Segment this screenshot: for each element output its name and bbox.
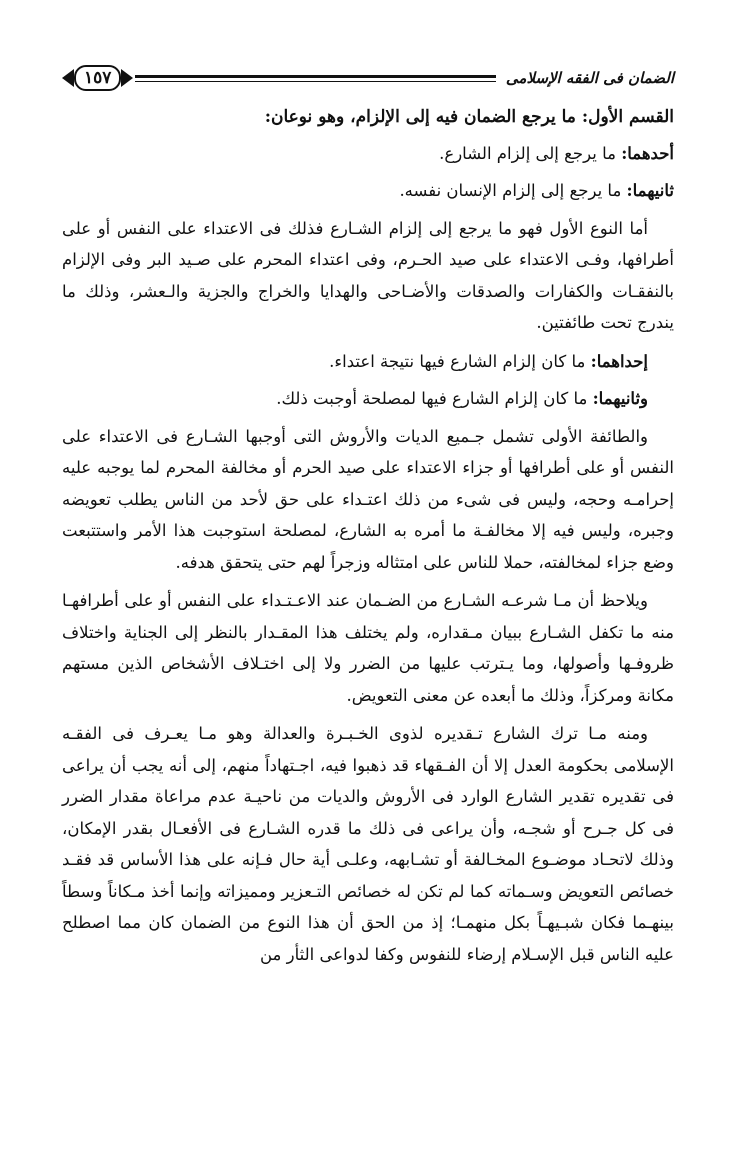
body-paragraph bbox=[62, 421, 674, 579]
list-item-lead: ثانيهما: bbox=[626, 181, 674, 200]
paragraph-text: أما النوع الأول فهو ما يرجع إلى إلزام الشـارع فذلك فى الاعتداء على النفس أو على أطرافها، وفـى الاعتداء على صيد الحـرم، وفى اعتداء المحرم على صـيد البر وفى الإلزام بالنفقـات والكفارات والصدقات والأضـاحى والهدايا والخراج والجزية والـعشر، وذلك ما يندرج تحت طائفتين. bbox=[62, 218, 674, 332]
list-item bbox=[62, 346, 674, 378]
section-heading-text: القسم الأول: ما يرجع الضمان فيه إلى الإلزام، وهو نوعان: bbox=[264, 107, 674, 127]
page-number-ornament bbox=[62, 65, 133, 91]
list-item-lead: إحداهما: bbox=[590, 351, 648, 371]
list-item-text: ما يرجع إلى إلزام الإنسان نفسه. bbox=[399, 181, 627, 200]
section-heading bbox=[62, 102, 674, 134]
document-page bbox=[0, 58, 732, 1149]
body-paragraph bbox=[62, 213, 674, 339]
list-item-text: ما كان إلزام الشارع فيها نتيجة اعتداء. bbox=[329, 351, 591, 371]
header-rule bbox=[135, 75, 496, 82]
list-item bbox=[62, 175, 674, 207]
header-rule-thick bbox=[135, 75, 496, 78]
list-item bbox=[62, 383, 674, 415]
list-item-lead: أحدهما: bbox=[621, 143, 674, 163]
list-item bbox=[62, 138, 674, 170]
page-body bbox=[62, 102, 674, 970]
paragraph-text: ويلاحظ أن مـا شرعـه الشـارع من الضـمان عند الاعـتـداء على النفس أو على أطرافهـا منه ما تكفل الشـارع ببيان مـقداره، ولم يختلف هذا المقـدار بالنظر إلى الجناية واختلاف ظروفـها وأصولها، وما يـترتب عليها من الضرر ولا إلى اختـلاف الأشخاص الذين مستهم مكانة ومركزاً، وذلك ما أبعده عن معنى التعويض. bbox=[62, 591, 674, 705]
body-paragraph bbox=[62, 718, 674, 970]
page-header bbox=[62, 58, 674, 98]
header-rule-thin bbox=[135, 81, 496, 82]
list-item-lead: وثانيهما: bbox=[592, 389, 648, 408]
page-number: ١٥٧ bbox=[74, 65, 121, 91]
list-item-text: ما يرجع إلى إلزام الشارع. bbox=[439, 143, 622, 163]
body-paragraph bbox=[62, 585, 674, 711]
ornament-right-arrow-icon bbox=[121, 69, 133, 87]
list-item-text: ما كان إلزام الشارع فيها لمصلحة أوجبت ذلك. bbox=[276, 389, 593, 408]
paragraph-text: والطائفة الأولى تشمل جـميع الديات والأروش التى أوجبها الشـارع فى الاعتداء على النفس أو على أطرافها أو جزاء الاعتداء على صيد الحرم أو مخالفة المحرم لما يوجبه عليه إحرامـه وحجه، وليس فى شىء من ذلك اعتـداء على حق لأحد من الناس يطلب تعويضه وجبره، وليس فيه إلا مخالفـة ما أمره به الشارع، لمصلحة استوجبت هذا الأمر واستتبعت وضع جزاء لمخالفته، حملا للناس على امتثاله وزجراً لهم حتى يتحقق هدفه. bbox=[62, 426, 674, 572]
ornament-left-arrow-icon bbox=[62, 69, 74, 87]
paragraph-text: ومنه مـا ترك الشارع تـقديره لذوى الخـبـرة والعدالة وهو مـا يعـرف فى الفقـه الإسلامى بحكومة العدل إلا أن الفـقهاء قد ذهبوا فيه، اجـتهاداً منهم، إلى أنه يجب أن يراعى فى تقديره تقدير الشارع الوارد فى الأروش والديات من ناحيـة عدم مراعاة مقدار الضرر فى كل جـرح أو شجـه، وأن يراعى فى ذلك ما قدره الشـارع فى الأفعـال بقدر الإمكان، وذلك لاتحـاد موضـوع المخـالفة أو تشـابهه، وعلـى أية حال فـإنه على هذا الأساس قد فقـد خصائص التعويض وسـماته كما لم تكن له خصائص التـعزير ومميزاته وإنما أخذ مـكاناً وسطاً بينهـما فكان شبـيهـاً بكل منهمـا؛ إذ من الحق أن هذا النوع من الضمان كان مما اصطلح عليه الناس قبل الإسـلام إرضاء للنفوس وكفا لدواعى الثأر من bbox=[62, 724, 674, 964]
running-title: الضمان فى الفقه الإسلامى bbox=[505, 69, 674, 87]
